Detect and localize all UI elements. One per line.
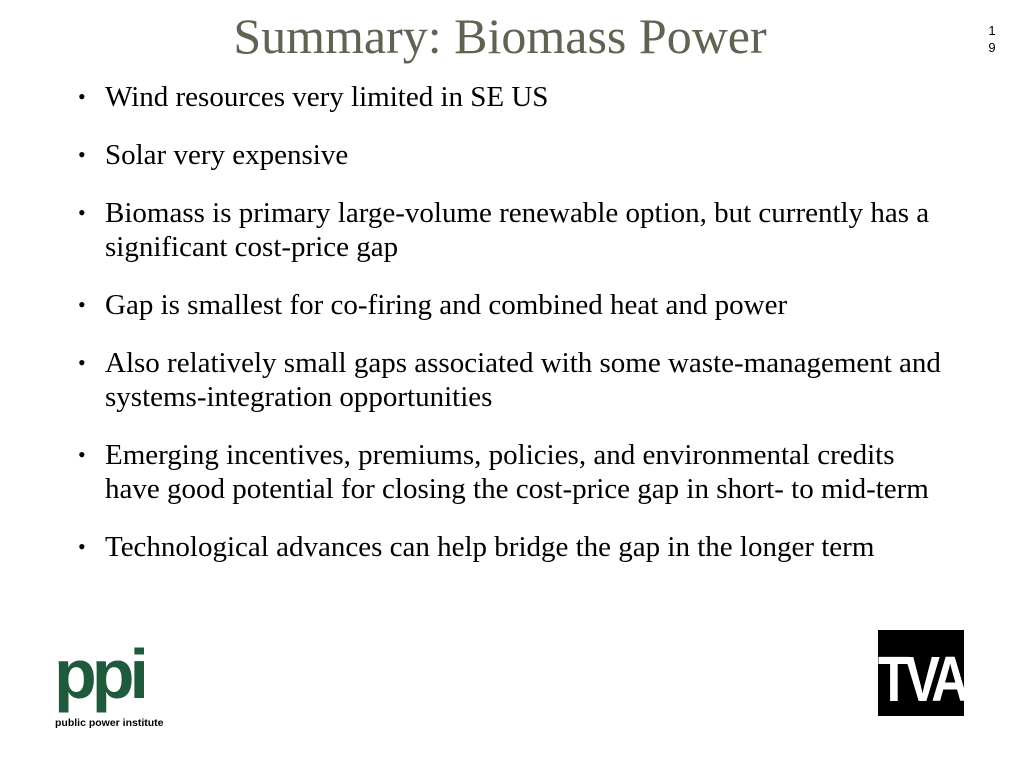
- bullet-item: [76, 80, 956, 114]
- ppi-logo-caption: public power institute: [55, 717, 164, 729]
- slide-title: Summary: Biomass Power: [233, 8, 767, 64]
- bullet-text: Emerging incentives, premiums, policies, and environmental credits have good potential for closing the cost-price gap in short- to mid-term: [105, 439, 929, 505]
- bullet-text: Technological advances can help bridge the gap in the longer term: [105, 531, 875, 563]
- bullet-text: Wind resources very limited in SE US: [105, 81, 549, 113]
- bullet-marker: •: [78, 534, 86, 559]
- bullet-list: [76, 80, 956, 588]
- bullet-item: [76, 138, 956, 172]
- tva-logo: [878, 630, 964, 716]
- bullet-text: Solar very expensive: [105, 139, 349, 171]
- bullet-item: [76, 346, 956, 414]
- bullet-text: Gap is smallest for co-firing and combined heat and power: [105, 289, 788, 321]
- bullet-marker: •: [78, 142, 86, 167]
- bullet-text: Also relatively small gaps associated with some waste-management and systems-integration opportunities: [105, 347, 941, 413]
- tva-logo-mark: TVA: [878, 644, 964, 716]
- bullet-marker: •: [78, 442, 86, 467]
- bullet-item: [76, 288, 956, 322]
- bullet-text: Biomass is primary large-volume renewable option, but currently has a significant cost-price gap: [105, 197, 930, 263]
- page-number-digit-2: 9: [988, 40, 996, 55]
- bullet-item: [76, 530, 956, 564]
- page-number-digit-1: 1: [988, 23, 996, 38]
- ppi-logo: [54, 640, 170, 732]
- bullet-item: [76, 438, 956, 506]
- bullet-item: [76, 196, 956, 264]
- bullet-marker: •: [78, 200, 86, 225]
- bullet-marker: •: [78, 350, 86, 375]
- bullet-marker: •: [78, 84, 86, 109]
- ppi-logo-mark: ppi: [54, 640, 144, 713]
- page-number: [986, 22, 998, 56]
- bullet-marker: •: [78, 292, 86, 317]
